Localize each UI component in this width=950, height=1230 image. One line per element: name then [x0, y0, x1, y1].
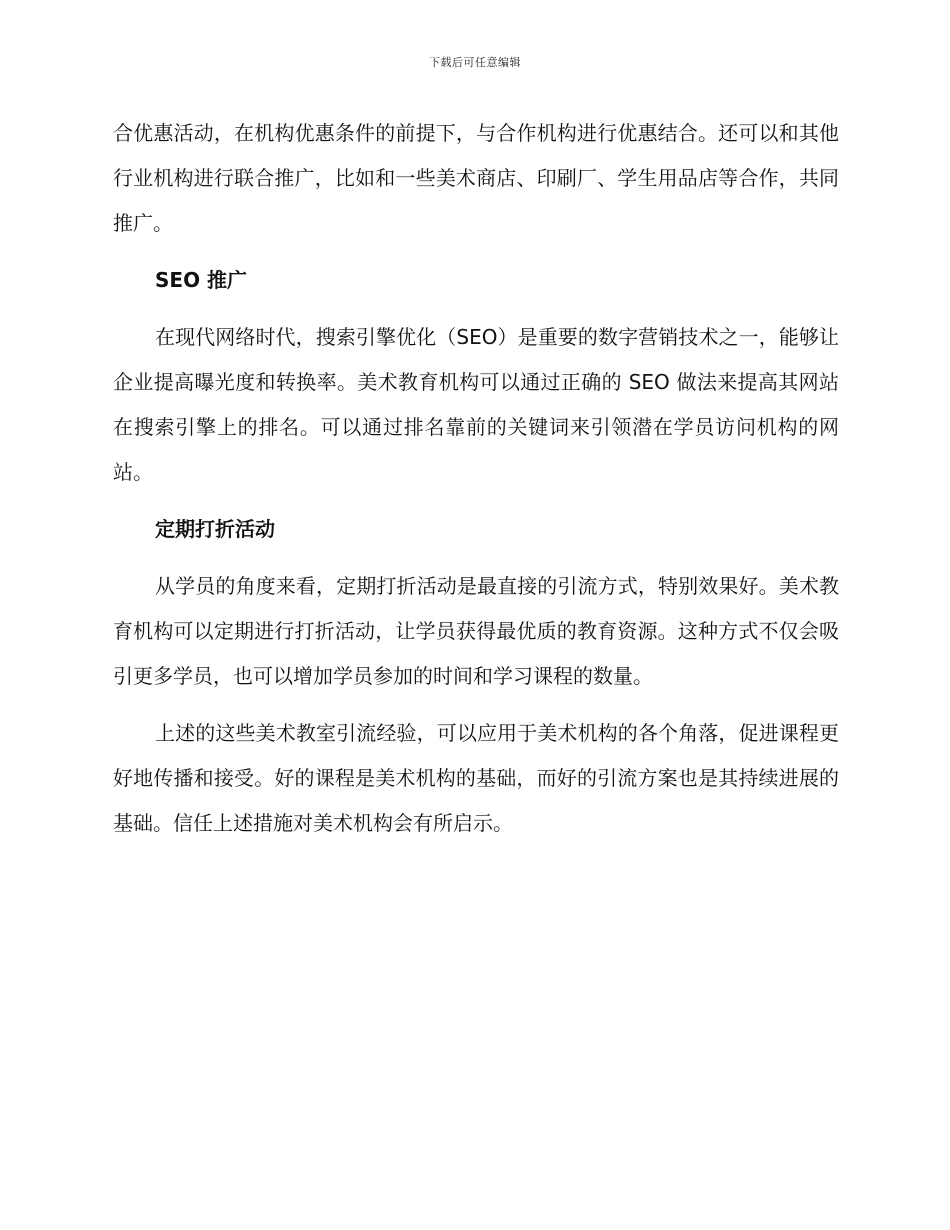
page-header: 下载后可任意编辑 [429, 56, 521, 69]
paragraph-seo: 在现代网络时代，搜索引擎优化（SEO）是重要的数字营销技术之一，能够让企业提高曝光度和转换率。美术教育机构可以通过正确的 SEO 做法来提高其网站在搜索引擎上的排名。可以通过排名靠前的关键词来引领潜在学员访问机构的网站。 [113, 325, 839, 484]
document-body [113, 111, 839, 846]
section-heading-discount: 定期打折活动 [155, 517, 275, 541]
section-heading-seo: SEO 推广 [155, 268, 248, 292]
paragraph-continued: 合优惠活动，在机构优惠条件的前提下，与合作机构进行优惠结合。还可以和其他行业机构进行联合推广，比如和一些美术商店、印刷厂、学生用品店等合作，共同推广。 [113, 121, 839, 235]
paragraph-discount: 从学员的角度来看，定期打折活动是最直接的引流方式，特别效果好。美术教育机构可以定期进行打折活动，让学员获得最优质的教育资源。这种方式不仅会吸引更多学员，也可以增加学员参加的时间和学习课程的数量。 [113, 574, 839, 688]
paragraph-conclusion: 上述的这些美术教室引流经验，可以应用于美术机构的各个角落，促进课程更好地传播和接受。好的课程是美术机构的基础，而好的引流方案也是其持续进展的基础。信任上述措施对美术机构会有所启示。 [113, 721, 839, 835]
